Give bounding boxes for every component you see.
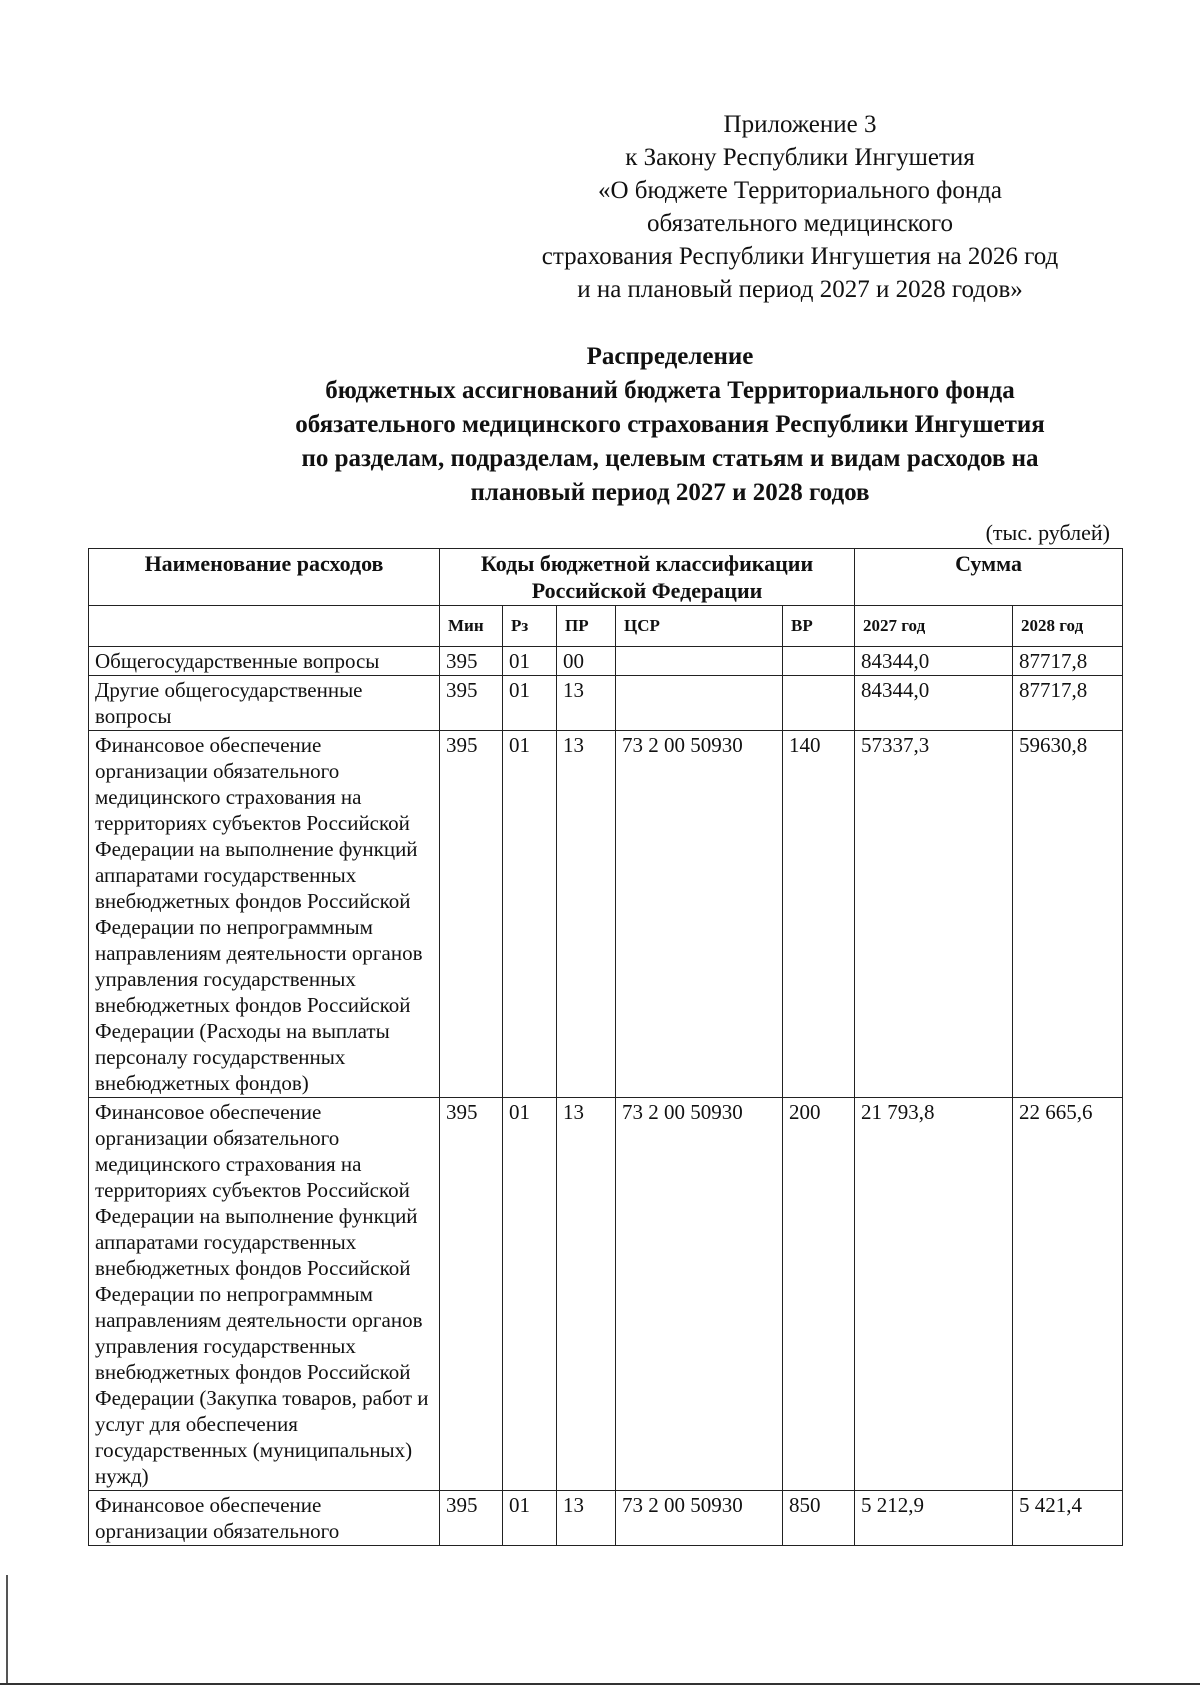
- cell-rz: 01: [503, 731, 557, 1098]
- appendix-header: [500, 108, 1100, 306]
- cell-name: Финансовое обеспечение организации обязательного: [89, 1491, 440, 1546]
- header-min: Мин: [440, 606, 503, 647]
- cell-rz: 01: [503, 676, 557, 731]
- table-row: [89, 731, 1123, 1098]
- title-line: обязательного медицинского страхования Республики Ингушетия: [295, 411, 1045, 438]
- document-title: [200, 340, 1140, 510]
- header-csr: ЦСР: [616, 606, 783, 647]
- appendix-line: страхования Республики Ингушетия на 2026 год: [541, 243, 1059, 270]
- budget-table: [88, 548, 1123, 1546]
- cell-vr: 200: [783, 1098, 855, 1491]
- cell-2028: 5 421,4: [1013, 1491, 1123, 1546]
- title-line: бюджетных ассигнований бюджета Территориального фонда: [325, 377, 1015, 404]
- cell-rz: 01: [503, 1098, 557, 1491]
- cell-min: 395: [440, 731, 503, 1098]
- header-sum: Сумма: [855, 549, 1123, 606]
- cell-min: 395: [440, 647, 503, 676]
- cell-pr: 13: [557, 1491, 616, 1546]
- cell-csr: 73 2 00 50930: [616, 1491, 783, 1546]
- cell-min: 395: [440, 1098, 503, 1491]
- cell-2027: 5 212,9: [855, 1491, 1013, 1546]
- table-row: [89, 676, 1123, 731]
- table-row: [89, 1098, 1123, 1491]
- table-row: [89, 647, 1123, 676]
- cell-2028: 87717,8: [1013, 647, 1123, 676]
- cell-vr: [783, 676, 855, 731]
- header-vr: ВР: [783, 606, 855, 647]
- cell-csr: [616, 647, 783, 676]
- scan-artifact-mark: [6, 1575, 8, 1685]
- cell-csr: 73 2 00 50930: [616, 1098, 783, 1491]
- header-pr: ПР: [557, 606, 616, 647]
- cell-2027: 21 793,8: [855, 1098, 1013, 1491]
- cell-2028: 87717,8: [1013, 676, 1123, 731]
- header-2027: 2027 год: [855, 606, 1013, 647]
- cell-vr: [783, 647, 855, 676]
- cell-name: Финансовое обеспечение организации обязательного медицинского страхования на территориях субъектов Российской Федерации на выполнение функций аппаратами государственных внебюджетных фондов Российской Федерации по непрограммным направлениям деятельности органов управления государственных внебюджетных фондов Российской Федерации (Расходы на выплаты персоналу государственных внебюджетных фондов): [89, 731, 440, 1098]
- cell-rz: 01: [503, 1491, 557, 1546]
- cell-min: 395: [440, 676, 503, 731]
- cell-2027: 57337,3: [855, 731, 1013, 1098]
- cell-vr: 140: [783, 731, 855, 1098]
- cell-rz: 01: [503, 647, 557, 676]
- cell-name: Финансовое обеспечение организации обязательного медицинского страхования на территориях субъектов Российской Федерации на выполнение функций аппаратами государственных внебюджетных фондов Российской Федерации по непрограммным направлениям деятельности органов управления государственных внебюджетных фондов Российской Федерации (Закупка товаров, работ и услуг для обеспечения государственных (муниципальных) нужд): [89, 1098, 440, 1491]
- cell-pr: 13: [557, 1098, 616, 1491]
- units-label: (тыс. рублей): [985, 520, 1110, 545]
- cell-name: Другие общегосударственные вопросы: [89, 676, 440, 731]
- header-row-sub: [89, 606, 1123, 647]
- scan-artifact-line: [0, 1683, 1200, 1685]
- cell-2027: 84344,0: [855, 647, 1013, 676]
- header-codes: Коды бюджетной классификации Российской Федерации: [440, 549, 855, 606]
- appendix-line: «О бюджете Территориального фонда: [597, 177, 1003, 204]
- cell-vr: 850: [783, 1491, 855, 1546]
- cell-csr: 73 2 00 50930: [616, 731, 783, 1098]
- cell-pr: 00: [557, 647, 616, 676]
- appendix-line: и на плановый период 2027 и 2028 годов»: [577, 276, 1023, 303]
- cell-pr: 13: [557, 731, 616, 1098]
- header-2028: 2028 год: [1013, 606, 1123, 647]
- cell-2028: 22 665,6: [1013, 1098, 1123, 1491]
- appendix-line: Приложение 3: [723, 111, 877, 138]
- title-line: Распределение: [586, 343, 754, 370]
- cell-csr: [616, 676, 783, 731]
- appendix-line: обязательного медицинского: [646, 210, 953, 237]
- cell-2028: 59630,8: [1013, 731, 1123, 1098]
- table-row: [89, 1491, 1123, 1546]
- appendix-line: к Закону Республики Ингушетия: [625, 144, 975, 171]
- header-empty: [89, 606, 440, 647]
- cell-2027: 84344,0: [855, 676, 1013, 731]
- title-line: плановый период 2027 и 2028 годов: [470, 479, 870, 506]
- cell-name: Общегосударственные вопросы: [89, 647, 440, 676]
- header-name: Наименование расходов: [89, 549, 440, 606]
- header-rz: Рз: [503, 606, 557, 647]
- header-row-main: [89, 549, 1123, 606]
- title-line: по разделам, подразделам, целевым статьям и видам расходов на: [301, 445, 1039, 472]
- cell-min: 395: [440, 1491, 503, 1546]
- cell-pr: 13: [557, 676, 616, 731]
